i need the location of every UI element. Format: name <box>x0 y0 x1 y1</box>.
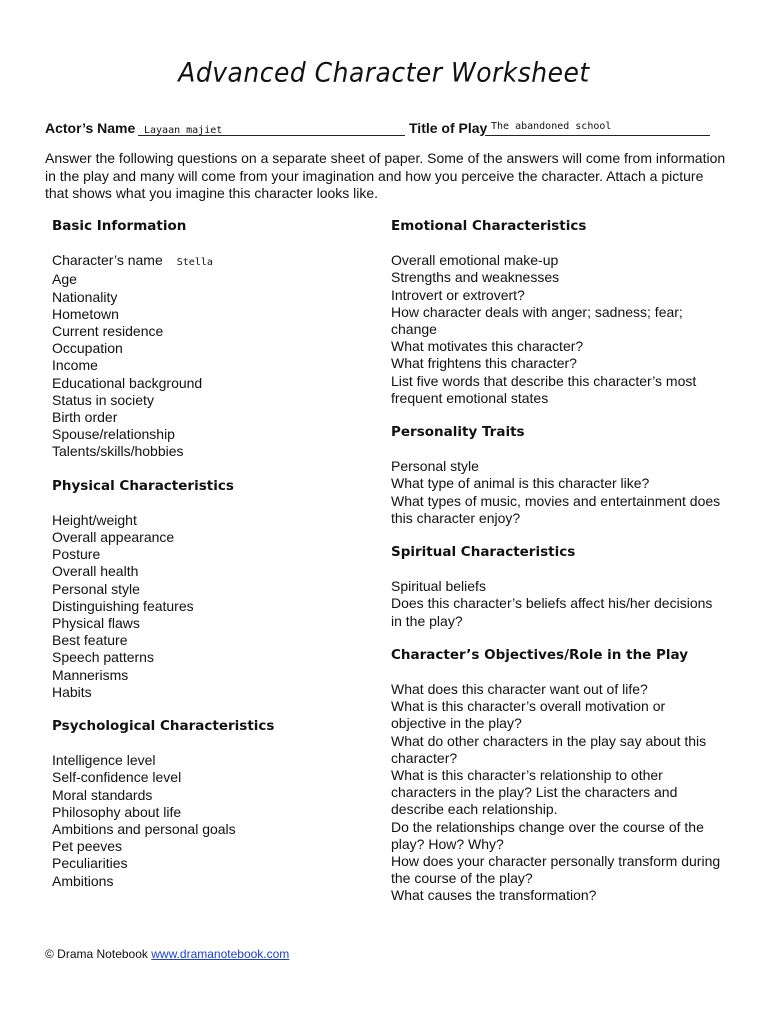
question-item <box>391 595 721 629</box>
question-text: Personal style <box>52 580 140 597</box>
actor-name-value: Layaan majiet <box>144 125 223 136</box>
question-text: How character deals with anger; sadness; fear; change <box>391 303 683 337</box>
question-text: Speech patterns <box>52 649 154 666</box>
question-text: Moral standards <box>52 786 153 803</box>
question-text: Income <box>52 357 98 374</box>
question-text: Best feature <box>52 632 128 649</box>
question-text: Character’s name <box>52 252 163 269</box>
question-text: Strengths and weaknesses <box>391 269 560 286</box>
question-text: Status in society <box>52 391 154 408</box>
question-text: What causes the transformation? <box>391 887 597 904</box>
question-text: Birth order <box>52 409 118 426</box>
question-text: Peculiarities <box>52 855 128 872</box>
question-item <box>391 578 721 595</box>
header-fields <box>45 117 725 139</box>
question-item <box>52 581 372 598</box>
question-item <box>52 563 372 580</box>
actor-name-field[interactable] <box>138 119 405 136</box>
question-item <box>52 357 372 374</box>
question-item <box>391 252 721 269</box>
question-item <box>52 684 372 701</box>
question-item <box>391 475 721 492</box>
question-text: Physical flaws <box>52 615 140 632</box>
question-item <box>52 546 372 563</box>
question-item <box>391 887 721 904</box>
question-text: Spiritual beliefs <box>391 578 486 595</box>
question-text: Nationality <box>52 288 118 305</box>
question-item <box>52 443 372 460</box>
question-text: Overall health <box>52 563 139 580</box>
question-text: Introvert or extrovert? <box>391 286 525 303</box>
question-text: Ambitions and personal goals <box>52 821 236 838</box>
question-item <box>52 252 372 271</box>
question-item <box>52 769 372 786</box>
question-item <box>52 512 372 529</box>
question-item <box>52 752 372 769</box>
question-text: Occupation <box>52 340 123 357</box>
title-of-play-value: The abandoned school <box>491 121 612 132</box>
question-item <box>52 598 372 615</box>
question-text: Habits <box>52 683 92 700</box>
question-item <box>391 458 721 475</box>
question-item <box>52 632 372 649</box>
question-text: Does this character’s beliefs affect his/her decisions in the play? <box>391 595 713 629</box>
question-text: Overall appearance <box>52 529 175 546</box>
question-text: Spouse/relationship <box>52 426 175 443</box>
question-text: Age <box>52 271 77 288</box>
question-text: What is this character’s overall motivation or objective in the play? <box>391 698 666 732</box>
section-heading-basic-information: Basic Information <box>52 218 187 234</box>
question-text: Height/weight <box>52 511 137 528</box>
question-text: Ambitions <box>52 872 114 889</box>
question-text: What do other characters in the play say about this character? <box>391 732 707 766</box>
question-item <box>52 667 372 684</box>
question-item <box>52 838 372 855</box>
question-item <box>52 323 372 340</box>
question-text: Posture <box>52 546 101 563</box>
question-text: Intelligence level <box>52 752 156 769</box>
question-text: Overall emotional make-up <box>391 252 559 269</box>
question-text: Self-confidence level <box>52 769 182 786</box>
question-item <box>52 649 372 666</box>
title-of-play-label: Title of Play <box>409 120 488 136</box>
question-text: Do the relationships change over the course of the play? How? Why? <box>391 818 704 852</box>
question-item <box>52 873 372 890</box>
question-text: What does this character want out of life? <box>391 681 648 697</box>
question-item <box>52 787 372 804</box>
copyright-text: © Drama Notebook <box>45 947 148 961</box>
question-text: Philosophy about life <box>52 803 182 820</box>
question-text: What is this character’s relationship to other characters in the play? List the characters and describe each relationship. <box>391 767 678 818</box>
question-item <box>52 804 372 821</box>
question-item <box>52 529 372 546</box>
question-item <box>52 289 372 306</box>
question-item <box>391 698 721 732</box>
section-heading-personality-traits: Personality Traits <box>391 424 525 441</box>
question-item <box>391 733 721 767</box>
question-item <box>391 767 721 819</box>
question-text: What frightens this character? <box>391 355 577 372</box>
question-item <box>391 819 721 853</box>
question-text: List five words that describe this character’s most frequent emotional states <box>391 372 697 406</box>
question-item <box>52 271 372 288</box>
footer <box>45 947 289 961</box>
right-column <box>391 218 721 905</box>
question-item <box>391 355 721 372</box>
worksheet-title: Advanced Character Worksheet <box>178 56 590 89</box>
instructions: Answer the following questions on a separate sheet of paper. Some of the answers will come from information in the play and many will come from your imagination and how you perceive the character. Attach a picture that shows what you imagine this character looks like. <box>45 150 726 201</box>
question-item <box>52 306 372 323</box>
section-heading-spiritual-characteristics: Spiritual Characteristics <box>391 544 576 561</box>
question-text: Pet peeves <box>52 838 123 855</box>
question-text: Current residence <box>52 323 164 339</box>
section-heading-physical-characteristics: Physical Characteristics <box>52 477 234 494</box>
question-text: Personal style <box>391 458 479 475</box>
question-text: How does your character personally transform during the course of the play? <box>391 853 721 887</box>
title-of-play-field[interactable] <box>485 119 710 136</box>
question-item <box>391 493 721 527</box>
drama-notebook-link[interactable]: www.dramanotebook.com <box>151 947 290 961</box>
question-item <box>391 853 721 887</box>
question-text: Educational background <box>52 374 203 391</box>
question-text: Hometown <box>52 305 119 322</box>
question-item <box>52 426 372 443</box>
left-column <box>52 218 372 890</box>
question-text: Mannerisms <box>52 666 129 683</box>
question-item <box>391 287 721 304</box>
question-text: Talents/skills/hobbies <box>52 443 184 460</box>
question-item <box>52 615 372 632</box>
section-heading-emotional-characteristics: Emotional Characteristics <box>391 218 587 234</box>
character-name-answer: Stella <box>176 257 213 269</box>
question-text: What type of animal is this character like? <box>391 475 650 492</box>
question-item <box>391 681 721 698</box>
actor-name-label: Actor’s Name <box>45 120 136 136</box>
question-item <box>52 855 372 872</box>
question-item <box>52 821 372 838</box>
question-text: Distinguishing features <box>52 597 194 614</box>
question-item <box>391 304 721 338</box>
question-text: What motivates this character? <box>391 338 584 355</box>
section-heading-psychological-characteristics: Psychological Characteristics <box>52 718 275 735</box>
question-item <box>52 375 372 392</box>
question-item <box>52 340 372 357</box>
question-item <box>52 409 372 426</box>
question-text: What types of music, movies and entertainment does this character enjoy? <box>391 492 721 526</box>
question-item <box>391 269 721 286</box>
question-item <box>391 338 721 355</box>
section-heading-character-s-objectives-role-in-the-play: Character’s Objectives/Role in the Play <box>391 646 689 663</box>
question-item <box>52 392 372 409</box>
question-item <box>391 373 721 407</box>
